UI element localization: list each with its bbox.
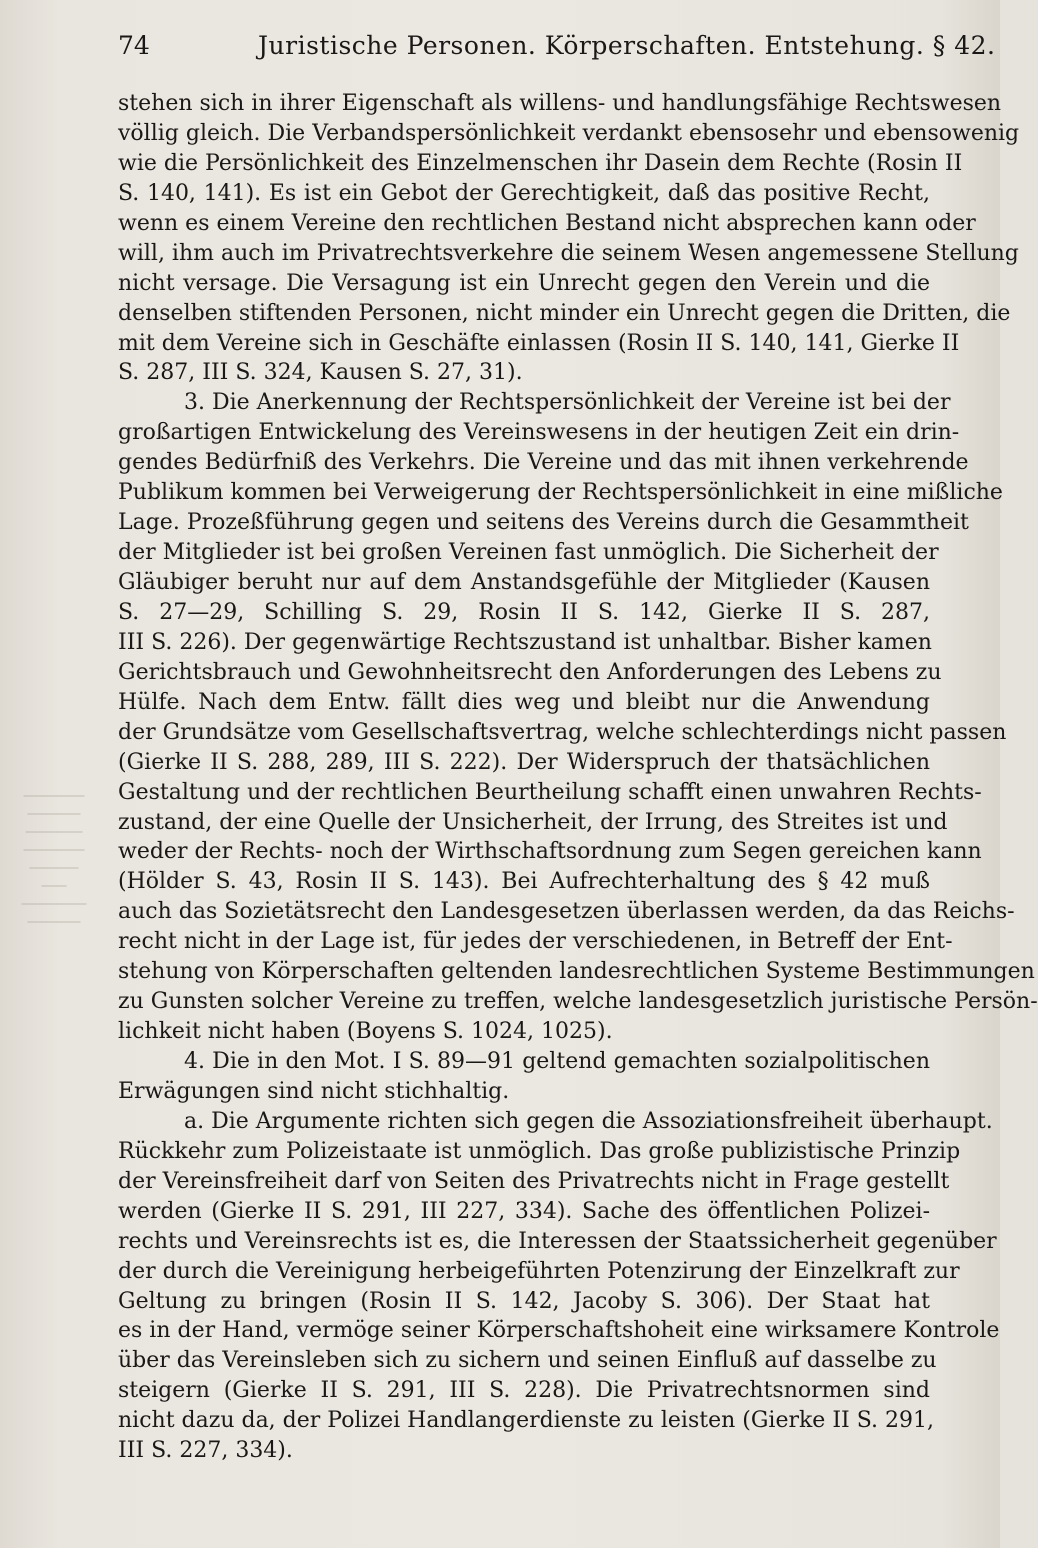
text-line: nicht versage. Die Versagung ist ein Unrecht gegen den Verein und die [118,270,930,296]
text-line: Gerichtsbrauch und Gewohnheitsrecht den Anforderungen des Lebens zu [118,659,942,685]
text-line: Lage. Prozeßführung gegen und seitens des Vereins durch die Gesammtheit [118,510,969,536]
text-line: will, ihm auch im Privatrechtsverkehre die seinem Wesen angemessene Stellung [118,240,1019,266]
text-line: Publikum kommen bei Verweigerung der Rechtspersönlichkeit in eine mißliche [118,480,1003,506]
text-line: denselben stiftenden Personen, nicht minder ein Unrecht gegen die Dritten, die [118,300,1011,326]
text-line: der Mitglieder ist bei großen Vereinen fast unmöglich. Die Sicherheit der [118,540,939,566]
text-line: großartigen Entwickelung des Vereinswesens in der heutigen Zeit ein drin- [118,420,960,446]
text-line: gendes Bedürfniß des Verkehrs. Die Vereine und das mit ihnen verkehrende [118,450,969,476]
text-line: (Gierke II S. 288, 289, III S. 222). Der Widerspruch der thatsächlichen [118,749,930,775]
text-line: rechts und Vereinsrechts ist es, die Interessen der Staatssicherheit gegenüber [118,1228,997,1254]
text-line: wie die Persönlichkeit des Einzelmenschen ihr Dasein dem Rechte (Rosin II [118,150,963,176]
paragraph-3-start: 3. Die Anerkennung der Rechtspersönlichkeit der Vereine ist bei der [184,390,951,416]
text-line: S. 287, III S. 324, Kausen S. 27, 31). [118,360,523,386]
text-line: es in der Hand, vermöge seiner Körperschaftshoheit eine wirksamere Kontrole [118,1318,1000,1344]
text-line: (Hölder S. 43, Rosin II S. 143). Bei Aufrechterhaltung des § 42 muß [118,869,930,895]
text-line: der Vereinsfreiheit darf von Seiten des Privatrechts nicht in Frage gestellt [118,1168,950,1194]
text-line: werden (Gierke II S. 291, III 227, 334). Sache des öffentlichen Polizei- [118,1198,930,1224]
running-head [118,30,996,62]
text-line: Gestaltung und der rechtlichen Beurtheilung schafft einen unwahren Rechts- [118,779,982,805]
text-line: zu Gunsten solcher Vereine zu treffen, welche landesgesetzlich juristische Persön- [118,989,1038,1015]
text-line: recht nicht in der Lage ist, für jedes der verschiedenen, in Betreff der Ent- [118,929,953,955]
text-line: völlig gleich. Die Verbandspersönlichkeit verdankt ebensosehr und ebensowenig [118,120,1020,146]
text-line: III S. 227, 334). [118,1438,293,1464]
paragraph-4-start: 4. Die in den Mot. I S. 89—91 geltend gemachten sozialpolitischen [184,1049,930,1074]
body-text [118,89,1038,1466]
paragraph-4a-start: a. Die Argumente richten sich gegen die Assoziationsfreiheit überhaupt. [184,1108,993,1134]
text-line: Hülfe. Nach dem Entw. fällt dies weg und bleibt nur die Anwendung [118,689,930,715]
text-line: III S. 226). Der gegenwärtige Rechtszustand ist unhaltbar. Bisher kamen [118,629,932,655]
text-line: S. 140, 141). Es ist ein Gebot der Gerechtigkeit, daß das positive Recht, [118,180,930,206]
page-number: 74 [118,31,150,60]
text-line: über das Vereinsleben sich zu sichern und seinen Einfluß auf dasselbe zu [118,1348,937,1374]
text-line: der Grundsätze vom Gesellschaftsvertrag, welche schlechterdings nicht passen [118,719,1007,745]
bleed-through-marginal-note [14,788,94,933]
text-line: S. 27—29, Schilling S. 29, Rosin II S. 142, Gierke II S. 287, [118,599,930,625]
text-line: stehung von Körperschaften geltenden landesrechtlichen Systeme Bestimmungen [118,959,1035,985]
text-line: weder der Rechts- noch der Wirthschaftsordnung zum Segen gereichen kann [118,839,982,865]
text-line: mit dem Vereine sich in Geschäfte einlassen (Rosin II S. 140, 141, Gierke II [118,330,960,356]
text-line: Rückkehr zum Polizeistaate ist unmöglich. Das große publizistische Prinzip [118,1138,961,1164]
text-line: wenn es einem Vereine den rechtlichen Bestand nicht absprechen kann oder [118,210,976,236]
text-line: Gläubiger beruht nur auf dem Anstandsgefühle der Mitglieder (Kausen [118,570,930,595]
text-line: auch das Sozietätsrecht den Landesgesetzen überlassen werden, da das Reichs- [118,899,1015,925]
text-line: zustand, der eine Quelle der Unsicherheit, der Irrung, des Streites ist und [118,809,948,835]
running-head-title: Juristische Personen. Körperschaften. Entstehung. § 42. [258,31,996,60]
text-line: Geltung zu bringen (Rosin II S. 142, Jacoby S. 306). Der Staat hat [118,1288,930,1314]
text-line: steigern (Gierke II S. 291, III S. 228). Die Privatrechtsnormen sind [118,1378,930,1404]
text-line: Erwägungen sind nicht stichhaltig. [118,1078,510,1104]
text-line: der durch die Vereinigung herbeigeführten Potenzirung der Einzelkraft zur [118,1258,960,1284]
faint-marginal-marks [14,788,94,928]
text-line: stehen sich in ihrer Eigenschaft als willens- und handlungsfähige Rechtswesen [118,91,1002,116]
text-line: nicht dazu da, der Polizei Handlangerdienste zu leisten (Gierke II S. 291, [118,1408,934,1434]
text-line: lichkeit nicht haben (Boyens S. 1024, 1025). [118,1019,613,1045]
